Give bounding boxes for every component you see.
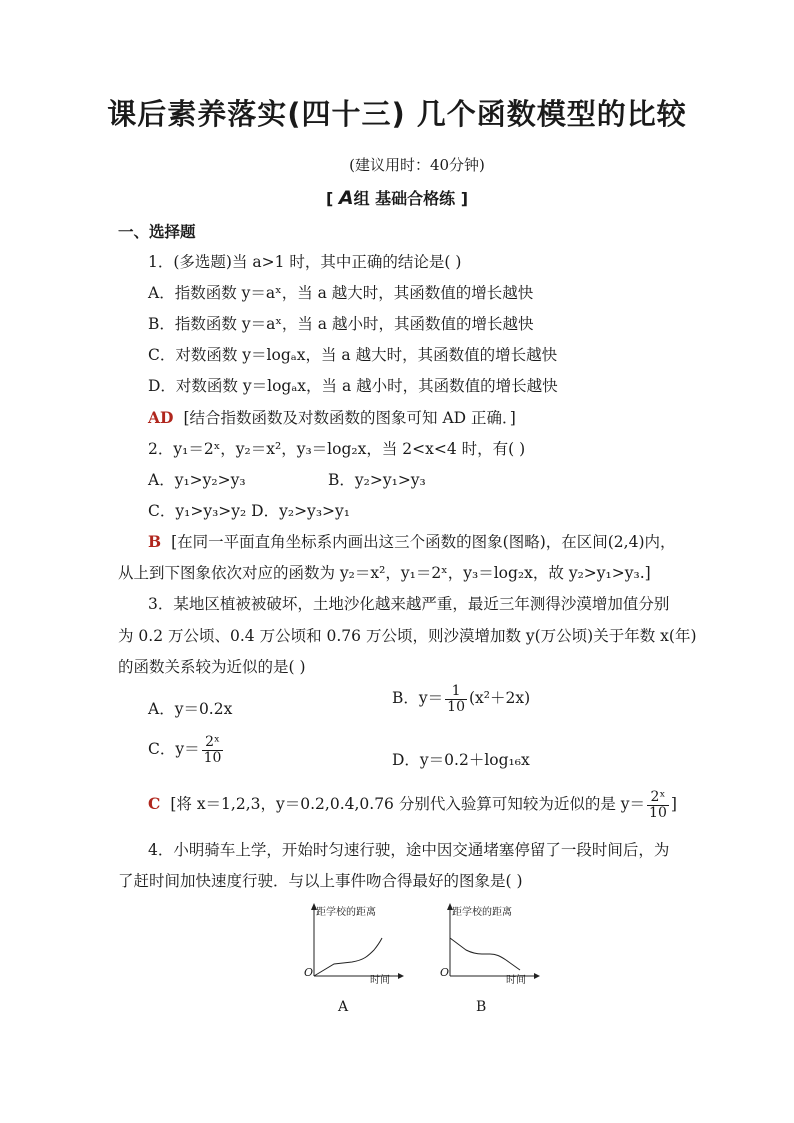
q3-option-d: D．y＝0.2＋log₁₆x: [392, 751, 530, 769]
q1-answer-key: AD: [148, 408, 174, 427]
q2-answer-key: B: [148, 532, 162, 551]
q2-answer: [148, 530, 676, 552]
graph-b-origin: O: [440, 966, 450, 979]
q3-option-c-prefix: C．y＝: [148, 740, 200, 759]
q2-option-a: A．y₁>y₂>y₃: [148, 471, 246, 489]
q1-option-c: C．对数函数 y＝logₐx，当 a 越大时，其函数值的增长越快: [148, 346, 558, 364]
graph-a-origin: O: [304, 966, 314, 979]
fraction-denominator: 10: [649, 804, 667, 821]
q3-option-c-fraction: [202, 735, 224, 765]
q1-option-b: B．指数函数 y＝aˣ，当 a 越小时，其函数值的增长越快: [148, 315, 534, 333]
q3-line-2: 为 0.2 万公顷、0.4 万公顷和 0.76 万公顷，则沙漠增加数 y(万公顷)关于年数 x(年): [118, 627, 697, 645]
graph-b-label: B: [476, 999, 487, 1015]
graph-b-xlabel: 时间: [506, 975, 526, 986]
group-bracket-open: [: [325, 189, 334, 208]
fraction-denominator: 10: [203, 749, 222, 766]
graph-a-xlabel: 时间: [370, 975, 390, 986]
fraction-numerator: 2ˣ: [202, 735, 224, 751]
page-title: 课后素养落实(四十三) 几个函数模型的比较: [107, 97, 687, 131]
q1-option-d: D．对数函数 y＝logₐx，当 a 越小时，其函数值的增长越快: [148, 377, 558, 395]
q2-option-cd: C．y₁>y₃>y₂ D．y₂>y₃>y₁: [148, 502, 350, 520]
graph-a-ylabel: 距学校的距离: [316, 907, 376, 918]
q3-answer-key: C: [148, 794, 161, 814]
x-axis-arrow: [398, 973, 404, 979]
group-heading: [0, 186, 794, 209]
fraction-numerator: 1: [445, 684, 467, 700]
x-axis-arrow: [534, 973, 540, 979]
section-heading: 一、选择题: [118, 223, 196, 241]
q3-option-b: [392, 684, 530, 714]
q3-option-b-prefix: B．y＝: [392, 689, 444, 708]
q1-stem: 1．(多选题)当 a>1 时，其中正确的结论是( ): [148, 253, 462, 271]
q3-option-b-suffix: (x²＋2x): [468, 689, 531, 708]
q2-explanation-2: 从上到下图象依次对应的函数为 y₂＝x²，y₁＝2ˣ，y₃＝log₂x，故 y₂>y₁>y₃.]: [118, 564, 651, 582]
q3-explanation-end: ]: [670, 795, 677, 814]
group-bracket-close: ]: [460, 189, 469, 208]
fraction-denominator: 10: [447, 698, 465, 715]
q1-explanation: [结合指数函数及对数函数的图象可知 AD 正确．]: [183, 409, 516, 427]
q2-option-b: B．y₂>y₁>y₃: [328, 471, 426, 489]
q3-option-b-fraction: [445, 684, 467, 714]
q3-explanation-fraction: [647, 790, 669, 820]
q1-answer: [148, 406, 516, 428]
group-letter: A: [338, 187, 354, 209]
graph-b-ylabel: 距学校的距离: [452, 907, 512, 918]
q3-option-c: [148, 735, 225, 765]
q2-stem: 2．y₁＝2ˣ，y₂＝x²，y₃＝log₂x，当 2<x<4 时，有( ): [148, 440, 526, 458]
curve-b: [450, 938, 520, 970]
q2-explanation-1: [在同一平面直角坐标系内画出这三个函数的图象(图略)，在区间(2,4)内，: [171, 533, 676, 551]
q3-explanation: [将 x＝1,2,3，y＝0.2,0.4,0.76 分别代入验算可知较为近似的是 y＝: [170, 795, 646, 814]
graph-a-label: A: [338, 999, 349, 1015]
q1-option-a: A．指数函数 y＝aˣ，当 a 越大时，其函数值的增长越快: [148, 284, 534, 302]
time-note: (建议用时：40分钟): [349, 156, 485, 174]
q3-line-1: 3．某地区植被被破坏，土地沙化越来越严重，最近三年测得沙漠增加值分别: [148, 595, 670, 613]
q4-line-1: 4．小明骑车上学，开始时匀速行驶，途中因交通堵塞停留了一段时间后，为: [148, 841, 670, 859]
q3-line-3: 的函数关系较为近似的是( ): [118, 658, 306, 676]
fraction-numerator: 2ˣ: [647, 790, 669, 806]
q3-answer: [148, 790, 677, 820]
group-label: 组 基础合格练: [353, 189, 456, 208]
q3-option-a: A．y＝0.2x: [148, 700, 233, 718]
q4-line-2: 了赶时间加快速度行驶．与以上事件吻合得最好的图象是( ): [118, 872, 523, 890]
